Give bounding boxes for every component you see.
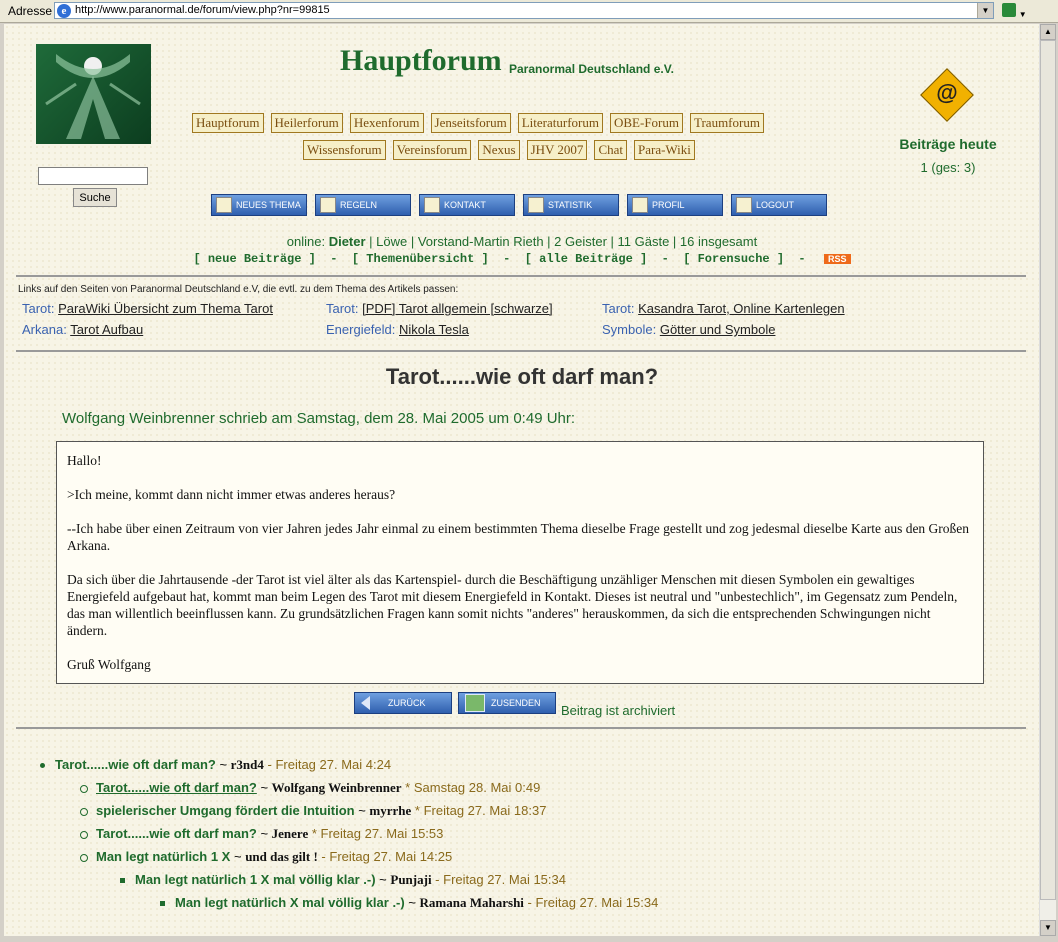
quick-link[interactable]: neue Beiträge — [207, 252, 302, 266]
forum-link[interactable]: Traumforum — [690, 113, 764, 133]
divider — [16, 727, 1026, 729]
forum-link[interactable]: Wissensforum — [303, 140, 386, 160]
thread-item-title[interactable]: Man legt natürlich X mal völlig klar .-) — [175, 895, 405, 910]
related-link-category: Symbole: — [602, 322, 657, 337]
toolbar-button[interactable] — [315, 194, 411, 216]
toolbar-button-label: REGELN — [340, 200, 378, 210]
thread-item-date: Freitag 27. Mai 15:34 — [443, 872, 566, 887]
send-label: ZUSENDEN — [491, 698, 541, 708]
post-paragraph: Gruß Wolfgang — [67, 657, 151, 672]
site-subtitle: Paranormal Deutschland e.V. — [509, 62, 674, 76]
forum-link[interactable]: Heilerforum — [271, 113, 343, 133]
toolbar-button-label: STATISTIK — [548, 200, 593, 210]
thread-item-mark: * — [308, 826, 321, 841]
thread-item-sep: ~ — [256, 780, 272, 795]
post-byline: Wolfgang Weinbrenner schrieb am Samstag, dem 28. Mai 2005 um 0:49 Uhr: — [62, 410, 576, 427]
toolbar-button[interactable] — [627, 194, 723, 216]
thread-item-date: Freitag 27. Mai 15:34 — [535, 895, 659, 910]
thread-item-title[interactable]: Tarot......wie oft darf man? — [96, 780, 257, 795]
url-text: http://www.paranormal.de/forum/view.php?nr=99815 — [75, 4, 330, 16]
related-link — [602, 322, 775, 337]
forum-link[interactable]: Chat — [594, 140, 627, 160]
thread-item-mark: - — [317, 849, 330, 864]
forum-link[interactable]: Para-Wiki — [634, 140, 695, 160]
thread-item-sep: ~ — [256, 826, 272, 841]
toolbar-button-label: PROFIL — [652, 200, 685, 210]
forum-link[interactable]: Vereinsforum — [393, 140, 472, 160]
thread-item-sep: ~ — [230, 849, 246, 864]
related-link-category: Arkana: — [22, 322, 67, 337]
go-button[interactable] — [1002, 2, 1042, 19]
related-link — [602, 301, 845, 316]
send-icon — [465, 694, 485, 712]
posts-today-label: Beiträge heute — [899, 136, 997, 152]
thread-item — [80, 826, 443, 842]
thread-item-author: r3nd4 — [230, 757, 264, 772]
bullet-dot-icon — [40, 763, 45, 768]
related-links-intro: Links auf den Seiten von Paranormal Deutschland e.V, die evtl. zu dem Thema des Artikels passen: — [18, 284, 459, 295]
thread-item-author: Punjaji — [390, 872, 432, 887]
url-dropdown-icon[interactable]: ▼ — [977, 3, 993, 18]
scroll-thumb[interactable] — [1040, 40, 1056, 900]
address-label: Adresse — [8, 4, 53, 18]
thread-item-sep: ~ — [354, 803, 370, 818]
thread-item-date: Freitag 27. Mai 18:37 — [423, 803, 547, 818]
bullet-circle-icon — [80, 808, 88, 816]
go-icon — [1002, 3, 1016, 17]
url-input[interactable] — [54, 2, 994, 19]
logo-emblem-icon — [36, 44, 151, 144]
thread-item — [40, 757, 391, 773]
quick-link[interactable]: Forensuche — [697, 252, 770, 266]
bullet-circle-icon — [80, 831, 88, 839]
quick-link[interactable]: alle Beiträge — [539, 252, 633, 266]
thread-item-date: Freitag 27. Mai 4:24 — [275, 757, 392, 772]
forum-nav-row-1 — [192, 113, 764, 133]
related-link — [22, 301, 273, 316]
related-link-text[interactable]: [PDF] Tarot allgemein [schwarze] — [362, 301, 553, 316]
go-dropdown-icon[interactable]: ▼ — [1018, 10, 1027, 19]
related-link-text[interactable]: Tarot Aufbau — [70, 322, 144, 337]
divider — [16, 350, 1026, 352]
thread-item-mark: * — [401, 780, 414, 795]
related-link-category: Tarot: — [326, 301, 359, 316]
bullet-circle-icon — [80, 785, 88, 793]
thread-item — [80, 780, 540, 796]
page-title: Hauptforum — [340, 44, 502, 77]
thread-item — [160, 895, 658, 911]
ie-page-icon: e — [57, 4, 71, 18]
thread-item-date: Freitag 27. Mai 15:53 — [320, 826, 444, 841]
toolbar — [211, 194, 827, 216]
vertical-scrollbar[interactable] — [1039, 24, 1056, 936]
thread-item-author: und das gilt ! — [245, 849, 318, 864]
online-rest: | Löwe | Vorstand-Martin Rieth | 2 Geister | 11 Gäste | 16 insgesamt — [365, 234, 758, 249]
divider — [16, 275, 1026, 277]
back-label: ZURÜCK — [388, 698, 426, 708]
thread-item-title[interactable]: spielerischer Umgang fördert die Intuition — [96, 803, 355, 818]
related-link-category: Tarot: — [602, 301, 635, 316]
toolbar-button[interactable] — [523, 194, 619, 216]
online-prefix: online: — [286, 234, 326, 249]
thread-item-mark: * — [411, 803, 424, 818]
thread-item-mark: - — [431, 872, 444, 887]
search-button[interactable]: Suche — [73, 188, 117, 207]
search-input[interactable] — [38, 167, 148, 185]
forum-link[interactable]: JHV 2007 — [527, 140, 588, 160]
forum-link[interactable]: Nexus — [478, 140, 519, 160]
statistics-icon — [528, 197, 544, 213]
thread-item-author: Ramana Maharshi — [419, 895, 524, 910]
thread-item-sep: ~ — [215, 757, 231, 772]
related-link-text[interactable]: Götter und Symbole — [659, 322, 776, 337]
post-paragraph: Da sich über die Jahrtausende -der Tarot ist viel älter als das Kartenspiel- durch die Beschäftigung unzähliger Menschen mit diesen Symbolen ein gewaltiges Energiefeld aufgebaut hat, kommt man beim Legen des Tarot mit diesem Energiefeld in Kontakt. Dieses ist neutral und "unbestechlich", im Gegensatz zum Pendeln, das man willentlich beeinflussen kann. Zu grundsätzlichen Fragen kann somit nichts "anderes" herauskommen, da sich die entsprechenden Schwingungen nicht ändern. — [67, 572, 958, 638]
thread-item — [80, 803, 546, 819]
bullet-square-icon — [120, 878, 125, 883]
quick-link[interactable]: Themenübersicht — [366, 252, 475, 266]
forum-link[interactable]: OBE-Forum — [610, 113, 683, 133]
forum-link[interactable]: Literaturforum — [518, 113, 603, 133]
thread-item-author: myrrhe — [369, 803, 412, 818]
toolbar-button-label: NEUES THEMA — [236, 200, 301, 210]
post-paragraph: >Ich meine, kommt dann nicht immer etwas anderes heraus? — [67, 487, 396, 502]
thread-item-author: Wolfgang Weinbrenner — [271, 780, 402, 795]
related-link-text[interactable]: ParaWiki Übersicht zum Thema Tarot — [58, 301, 273, 316]
archived-status: Beitrag ist archiviert — [561, 703, 676, 718]
thread-item-author: Jenere — [271, 826, 309, 841]
send-button[interactable] — [458, 692, 556, 714]
related-link-category: Energiefeld: — [326, 322, 396, 337]
forum-link[interactable]: Hauptforum — [192, 113, 264, 133]
scroll-up-icon[interactable]: ▲ — [1040, 24, 1056, 40]
related-link — [326, 322, 469, 337]
post-title: Tarot......wie oft darf man? — [385, 364, 659, 389]
online-status — [4, 234, 1040, 249]
forum-nav-row-2 — [303, 140, 695, 160]
thread-item-mark: - — [263, 757, 276, 772]
thread-item — [80, 849, 452, 865]
related-link-text[interactable]: Kasandra Tarot, Online Kartenlegen — [638, 301, 845, 316]
thread-item-date: Samstag 28. Mai 0:49 — [413, 780, 541, 795]
thread-item-title[interactable]: Tarot......wie oft darf man? — [55, 757, 216, 772]
toolbar-button[interactable] — [419, 194, 515, 216]
forum-link[interactable]: Jenseitsforum — [431, 113, 511, 133]
profile-icon — [632, 197, 648, 213]
thread-item-title[interactable]: Man legt natürlich 1 X — [96, 849, 231, 864]
site-logo[interactable] — [36, 44, 151, 144]
toolbar-button[interactable] — [731, 194, 827, 216]
thread-item-date: Freitag 27. Mai 14:25 — [329, 849, 453, 864]
post-body — [56, 441, 984, 684]
related-link — [22, 322, 143, 337]
post-paragraph: --Ich habe über einen Zeitraum von vier Jahren jedes Jahr einmal zu einem bestimmten Thema dieselbe Frage gestellt und zog jedesmal dieselbe Karte aus den Großen Arkana. — [67, 521, 970, 553]
thread-item-sep: ~ — [375, 872, 391, 887]
toolbar-button-label: KONTAKT — [444, 200, 486, 210]
at-sign-icon: @ — [936, 80, 958, 105]
quick-links: [ neue Beiträge ] - [ Themenübersicht ] - [ alle Beiträge ] - [ Forensuche ] - RSS — [4, 252, 1040, 266]
thread-item-sep: ~ — [404, 895, 420, 910]
thread-item — [120, 872, 566, 888]
forum-link[interactable]: Hexenforum — [350, 113, 424, 133]
page — [4, 24, 1040, 936]
related-link — [326, 301, 553, 316]
back-button[interactable] — [354, 692, 452, 714]
bullet-circle-icon — [80, 854, 88, 862]
posts-today-count[interactable]: 1 (ges: 3) — [920, 160, 976, 175]
toolbar-button-label: LOGOUT — [756, 200, 795, 210]
toolbar-button[interactable] — [211, 194, 307, 216]
logout-icon — [736, 197, 752, 213]
rss-icon[interactable]: RSS — [824, 254, 851, 264]
post-paragraph: Hallo! — [67, 453, 102, 468]
scroll-down-icon[interactable]: ▼ — [1040, 920, 1056, 936]
contact-icon — [424, 197, 440, 213]
related-link-category: Tarot: — [22, 301, 55, 316]
new-topic-icon — [216, 197, 232, 213]
online-user[interactable]: Dieter — [328, 234, 366, 249]
back-arrow-icon — [361, 696, 370, 710]
address-bar — [0, 0, 1058, 23]
thread-item-mark: - — [523, 895, 536, 910]
bullet-square-icon — [160, 901, 165, 906]
related-link-text[interactable]: Nikola Tesla — [399, 322, 469, 337]
thread-item-title[interactable]: Man legt natürlich 1 X mal völlig klar .-) — [135, 872, 376, 887]
thread-item-title[interactable]: Tarot......wie oft darf man? — [96, 826, 257, 841]
rules-icon — [320, 197, 336, 213]
